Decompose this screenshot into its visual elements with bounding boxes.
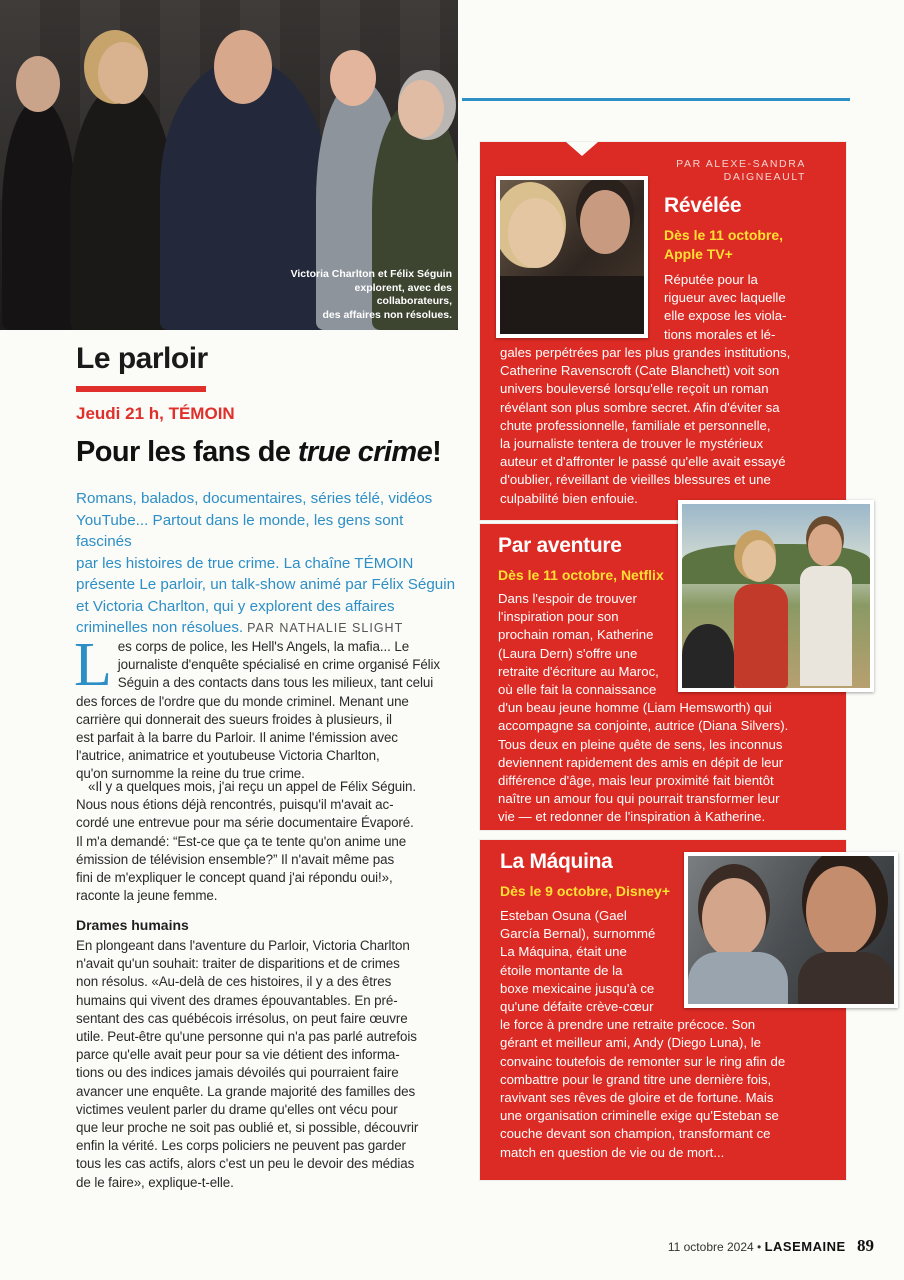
schedule-line: Dès le 11 octobre, (664, 227, 784, 243)
paragraph-1 (74, 631, 460, 784)
body-line: avancer une enquête. La grande majorité des familles des (76, 1083, 416, 1099)
review-schedule (500, 882, 670, 901)
review-line: révélant son plus sombre secret. Afin d'éviter sa (500, 399, 780, 415)
lede-line: YouTube... Partout dans le monde, les gens sont fascinés (76, 511, 404, 550)
byline-line: PAR ALEXE-SANDRA (676, 158, 806, 170)
column-top-rule (462, 98, 850, 101)
broadcast-schedule: Jeudi 21 h, TÉMOIN (76, 404, 235, 423)
review-line: García Bernal), surnommé (500, 926, 656, 942)
lede-line: et Victoria Charlton, qui y explorent des affaires (76, 597, 395, 615)
review-line: naître un amour fou qui pourrait transformer leur (498, 791, 780, 807)
review-text-short (664, 271, 786, 344)
lede-line: Romans, balados, documentaires, séries télé, vidéos (76, 490, 433, 507)
review-line: où elle fait la connaissance (498, 682, 657, 698)
lede-line (76, 617, 460, 640)
review-line: Tous deux en pleine quête de sens, les inconnus (498, 736, 783, 752)
body-line: parce qu'elle avait peur pour sa vie détient des informa- (76, 1047, 400, 1063)
review-line: convainc toutefois de remonter sur le ring afin de (500, 1053, 786, 1069)
magazine-name: LASEMAINE (764, 1239, 846, 1254)
body-line: de le faire», explique-t-elle. (76, 1174, 234, 1190)
body-line: des forces de l'ordre que du monde criminel. Menant une (76, 693, 409, 709)
review-line: tions morales et lé- (664, 326, 776, 342)
review-title: Par aventure (498, 534, 622, 557)
review-line: gérant et meilleur ami, Andy (Diego Luna), le (500, 1035, 761, 1051)
person-head (398, 80, 444, 138)
review-photo-revelee (496, 176, 648, 338)
article-byline: PAR NATHALIE SLIGHT (247, 621, 404, 635)
review-line: elle expose les viola- (664, 308, 787, 324)
review-line: l'inspiration pour son (498, 609, 619, 625)
review-line: boxe mexicaine jusqu'à ce (500, 980, 655, 996)
review-line: la journaliste tentera de trouver le mystérieux (500, 436, 764, 452)
person-head (98, 42, 148, 104)
review-text (500, 907, 785, 1162)
body-line: est parfait à la barre du Parloir. Il anime l'émission avec (76, 730, 398, 746)
article-lede (76, 488, 460, 640)
body-line: sentant des cas québécois irrésolus, on peut faire œuvre (76, 1010, 408, 1026)
body-line: l'autrice, animatrice et youtubeuse Victoria Charlton, (76, 748, 380, 764)
subheading: Drames humains (76, 917, 189, 933)
paragraph-3 (76, 937, 460, 1192)
headline-text: Pour les fans de (76, 436, 298, 468)
review-line: Dans l'espoir de trouver (498, 591, 637, 606)
body-line: enfin la vérité. Les corps policiers ne peuvent pas garder (76, 1138, 406, 1154)
body-line: Séguin a des contacts dans tous les milieux, tant celui (117, 675, 434, 691)
review-line: Esteban Osuna (Gael (500, 908, 627, 923)
review-line: univers bouleversé lorsqu'elle reçoit un roman (500, 381, 769, 397)
review-title: La Máquina (500, 850, 613, 873)
review-line: ravivant ses rêves de gloire et de fortune. Mais (500, 1090, 774, 1106)
body-line: que leur proche ne soit pas oublié et, si possible, découvrir (76, 1120, 419, 1136)
section-title-underline (76, 386, 206, 392)
review-line: d'un beau jeune homme (Liam Hemsworth) qui (498, 700, 772, 716)
body-line: carrière qui donnerait des sueurs froides à plusieurs, il (76, 711, 392, 727)
caption-line: des affaires non résolues. (322, 308, 452, 321)
body-line: fini de m'expliquer le concept quand j'ai répondu oui!», (76, 870, 393, 886)
footer-separator: • (757, 1240, 762, 1254)
review-line: retraite d'écriture au Maroc, (498, 663, 659, 679)
review-line: combattre pour le grand titre une dernière fois, (500, 1071, 772, 1087)
lede-line: présente Le parloir, un talk-show animé par Félix Séguin (76, 576, 456, 593)
headline-emphasis: true crime (297, 436, 433, 468)
body-line: tous les cas actifs, alors c'est un peu le devoir des médias (76, 1156, 415, 1172)
body-line: non résolus. «Au-delà de ces histoires, il y a des êtres (76, 974, 392, 990)
caption-line: explorent, avec des collaborateurs, (354, 281, 452, 307)
body-line: «Il y a quelques mois, j'ai reçu un appel de Félix Séguin. (88, 779, 416, 794)
review-line: Catherine Ravenscroft (Cate Blanchett) voit son (500, 363, 780, 379)
body-line: humains qui vivent des drames épouvantables. En pré- (76, 992, 398, 1008)
body-line: Nous nous étions déjà rencontrés, puisqu'il m'avait ac- (76, 797, 394, 813)
review-line: qu'une défaite crève-cœur (500, 999, 654, 1015)
body-line: En plongeant dans l'aventure du Parloir, Victoria Charlton (76, 938, 410, 953)
review-line: deviennent rapidement des amis en dépit de leur (498, 754, 784, 770)
body-line: journaliste d'enquête spécialisé en crime organisé Félix (117, 657, 441, 673)
lede-line: par les histoires de true crime. La chaîne TÉMOIN (76, 554, 414, 572)
schedule-line: Apple TV+ (664, 245, 733, 262)
person-head (330, 50, 376, 106)
review-line: couche devant son champion, transformant ce (500, 1126, 771, 1142)
review-line: gales perpétrées par les plus grandes institutions, (500, 345, 791, 360)
person-head (16, 56, 60, 112)
body-line: utile. Peut-être qu'une personne qui n'a pas parlé autrefois (76, 1029, 417, 1045)
review-text-wide (500, 344, 790, 508)
review-line: La Máquina, était une (500, 944, 627, 960)
headline-end: ! (432, 436, 442, 468)
schedule-line: Dès le 11 octobre, Netflix (498, 567, 664, 583)
review-line: différence d'âge, mais leur proximité fait bientôt (498, 773, 774, 789)
article-headline (76, 436, 476, 469)
drop-cap: L (74, 631, 112, 699)
page-number: 89 (857, 1236, 874, 1255)
review-line: culpabilité bien enfouie. (500, 490, 638, 506)
body-line: es corps de police, les Hell's Angels, la mafia... Le (117, 639, 410, 654)
hero-caption (287, 268, 452, 322)
review-line: d'oublier, réveillant de vieilles blessures et une (500, 472, 771, 488)
section-title: Le parloir (76, 342, 208, 375)
paragraph-2 (76, 778, 460, 905)
review-line: (Laura Dern) s'offre une (498, 645, 638, 661)
byline-line: DAIGNEAULT (723, 171, 806, 183)
body-line: n'avait qu'un souhait: traiter de disparitions et de crimes (76, 956, 400, 972)
review-line: étoile montante de la (500, 962, 623, 978)
person-head (214, 30, 272, 104)
review-line: accompagne sa conjointe, autrice (Diana Silvers). (498, 718, 789, 734)
person-silhouette (70, 85, 174, 330)
review-title: Révélée (664, 194, 742, 217)
review-line: rigueur avec laquelle (664, 290, 786, 306)
review-line: une organisation criminelle exige qu'Esteban se (500, 1108, 779, 1124)
body-line: tions ou des indices jamais dévoilés qui pourraient faire (76, 1065, 399, 1081)
review-line: Réputée pour la (664, 272, 758, 287)
body-line: émission de télévision ensemble?” Il n'avait même pas (76, 851, 395, 867)
review-text (498, 590, 788, 827)
hero-photo (0, 0, 458, 330)
body-line: qu'on surnomme la reine du true crime. (76, 766, 305, 782)
review-line: vie — et redonner de l'inspiration à Katherine. (498, 809, 766, 825)
review-line: le force à prendre une retraite précoce. Son (500, 1017, 756, 1033)
person-silhouette (2, 100, 76, 330)
review-schedule (498, 566, 664, 585)
body-line: cordé une entrevue pour ma série documentaire Évaporé. (76, 815, 414, 831)
body-line: Il m'a demandé: “Est-ce que ça te tente qu'on anime une (76, 833, 407, 849)
review-schedule (664, 226, 783, 263)
review-line: prochain roman, Katherine (498, 627, 654, 643)
review-line: auteur et d'affronter le passé qu'elle avait essayé (500, 454, 786, 470)
review-line: chute professionnelle, familiale et personnelle, (500, 417, 771, 433)
page-footer (668, 1236, 874, 1256)
schedule-line: Dès le 9 octobre, Disney+ (500, 883, 671, 899)
issue-date: 11 octobre 2024 (667, 1240, 754, 1254)
lede-line-text: criminelles non résolues. (76, 619, 244, 636)
review-line: match en question de vie ou de mort... (500, 1144, 725, 1160)
body-line: raconte la jeune femme. (76, 888, 218, 904)
body-line: victimes veulent parler du drame qu'elles ont vécu pour (76, 1101, 398, 1117)
caption-line: Victoria Charlton et Félix Séguin (290, 268, 452, 280)
